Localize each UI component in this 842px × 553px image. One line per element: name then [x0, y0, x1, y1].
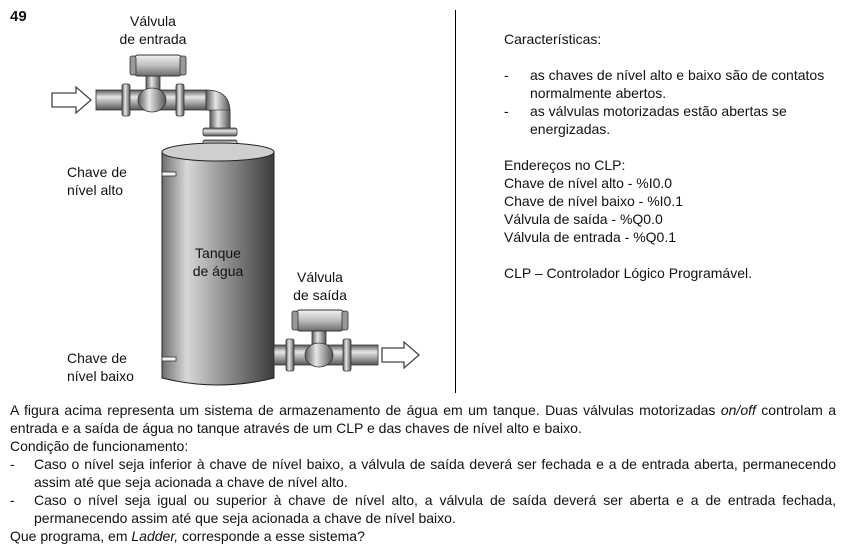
addresses-heading: Endereços no CLP:	[504, 157, 626, 173]
address-line: Chave de nível baixo - %I0.1	[504, 193, 683, 209]
address-line: Válvula de entrada - %Q0.1	[504, 229, 676, 245]
inlet-arrow	[52, 87, 91, 113]
condition-item: - Caso o nível seja inferior à chave de nível baixo, a válvula de saída deverá ser fechada e a de entrada aberta, permanecendo assim até que seja acionada a chave de nível alto.	[10, 456, 836, 490]
high-level-switch-label: Chave de nível alto	[67, 164, 127, 198]
question-prompt: Que programa, em Ladder, corresponde a esse sistema?	[10, 528, 365, 544]
question-number: 49	[10, 8, 27, 25]
characteristics-item: - as chaves de nível alto e baixo são de contatos normalmente abertos.	[504, 67, 825, 101]
address-line: Válvula de saída - %Q0.0	[504, 211, 663, 227]
low-level-switch	[162, 357, 176, 361]
characteristics-heading: Características:	[504, 31, 602, 47]
outlet-valve-label: Válvula de saída	[293, 269, 347, 303]
clp-definition: CLP – Controlador Lógico Programável.	[504, 265, 752, 281]
condition-heading: Condição de funcionamento:	[10, 438, 189, 454]
low-level-switch-label: Chave de nível baixo	[67, 350, 134, 384]
characteristics-item: - as válvulas motorizadas estão abertas se energizadas.	[504, 103, 787, 137]
inlet-valve-label: Válvula de entrada	[119, 13, 187, 47]
condition-item: - Caso o nível seja igual ou superior à chave de nível alto, a válvula de saída deverá ser aberta e a de entrada fechada, permanecendo assim até que seja acionada a chave de nível baixo.	[10, 492, 836, 526]
address-line: Chave de nível alto - %I0.0	[504, 175, 673, 191]
right-info-panel	[504, 30, 834, 282]
high-level-switch	[162, 172, 176, 176]
tank-label: Tanque de água	[192, 245, 244, 279]
outlet-arrow	[382, 342, 419, 368]
question-statement	[10, 401, 836, 545]
statement-paragraph: A figura acima representa um sistema de armazenamento de água em um tanque. Duas válvulas motorizadas on/off controlam a entrada e a saída de água no tanque através de um CLP e das chaves de nível alto e baixo.	[10, 402, 836, 436]
